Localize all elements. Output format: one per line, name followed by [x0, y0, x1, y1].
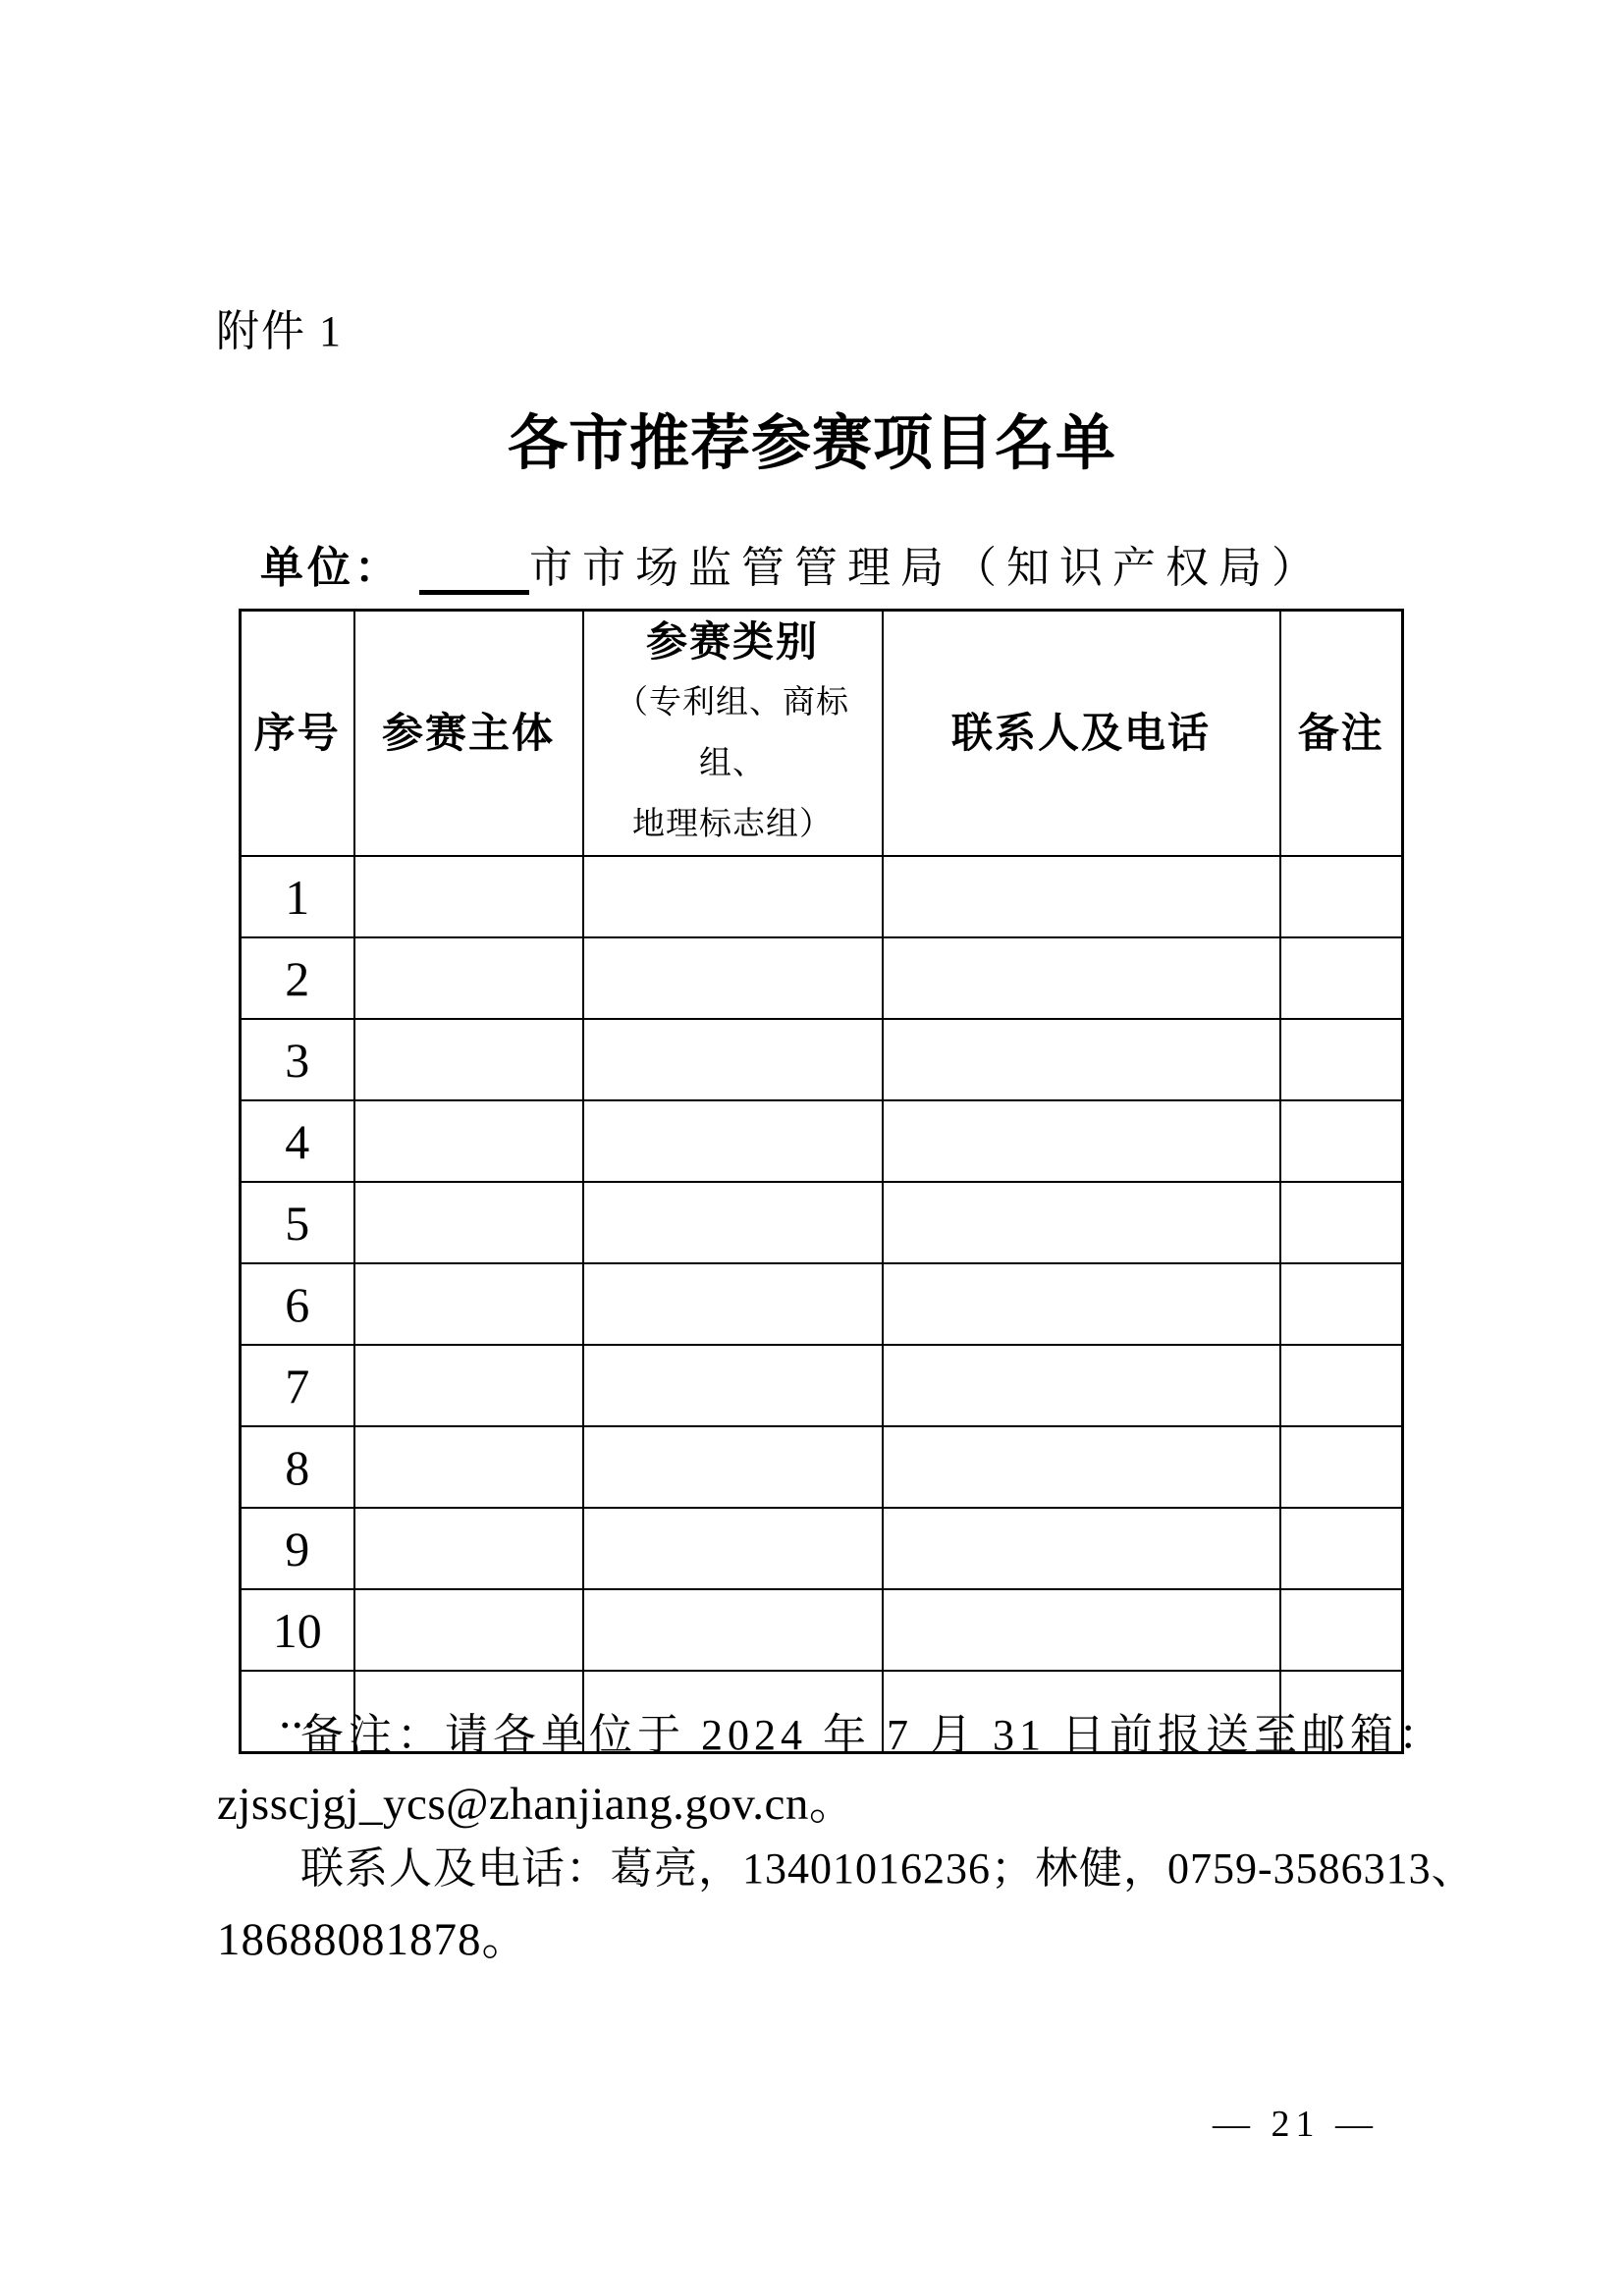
unit-value: 市市场监管管理局（知识产权局） — [529, 544, 1325, 592]
empty-cell — [354, 1345, 583, 1426]
empty-cell — [583, 856, 883, 937]
empty-cell — [583, 1426, 883, 1508]
empty-cell — [354, 856, 583, 937]
row-index: 7 — [241, 1345, 354, 1426]
unit-label: 单位： — [260, 544, 402, 592]
empty-cell — [1280, 1508, 1403, 1589]
row-index: 9 — [241, 1508, 354, 1589]
table-row — [241, 1508, 1403, 1589]
empty-cell — [354, 1100, 583, 1182]
empty-cell — [883, 937, 1280, 1019]
table-row — [241, 1019, 1403, 1100]
col-header-remark: 备注 — [1280, 611, 1403, 857]
table-header-row — [241, 611, 1403, 857]
row-index: 6 — [241, 1263, 354, 1345]
empty-cell — [883, 856, 1280, 937]
empty-cell — [1280, 937, 1403, 1019]
empty-cell — [1280, 1019, 1403, 1100]
empty-cell — [883, 1508, 1280, 1589]
row-index: 8 — [241, 1426, 354, 1508]
empty-cell — [354, 1508, 583, 1589]
col-header-contact: 联系人及电话 — [883, 611, 1280, 857]
empty-cell — [354, 937, 583, 1019]
page-number: — 21 — — [1213, 2104, 1379, 2145]
table-row — [241, 1263, 1403, 1345]
empty-cell — [1280, 1345, 1403, 1426]
row-index: 3 — [241, 1019, 354, 1100]
table-row — [241, 937, 1403, 1019]
empty-cell — [583, 1182, 883, 1263]
table-row — [241, 856, 1403, 937]
page-title: 各市推荐参赛项目名单 — [507, 411, 1116, 477]
row-index: 1 — [241, 856, 354, 937]
empty-cell — [583, 937, 883, 1019]
note-email-line: zjsscjgj_ycs@zhanjiang.gov.cn。 — [217, 1779, 856, 1830]
table-row — [241, 1426, 1403, 1508]
empty-cell — [883, 1345, 1280, 1426]
empty-cell — [1280, 1589, 1403, 1671]
empty-cell — [883, 1019, 1280, 1100]
unit-line — [260, 542, 1325, 599]
empty-cell — [1280, 1100, 1403, 1182]
row-index: 5 — [241, 1182, 354, 1263]
row-index: 4 — [241, 1100, 354, 1182]
col-header-category-sub2: 地理标志组） — [632, 807, 833, 842]
empty-cell — [883, 1182, 1280, 1263]
unit-blank-underline — [419, 546, 529, 595]
empty-cell — [583, 1263, 883, 1345]
empty-cell — [583, 1589, 883, 1671]
table-row — [241, 1345, 1403, 1426]
note-deadline-line: 备注：请各单位于 2024 年 7 月 31 日前报送至邮箱： — [300, 1711, 1446, 1759]
table-row — [241, 1100, 1403, 1182]
empty-cell — [1280, 1182, 1403, 1263]
attachment-label: 附件 1 — [216, 307, 343, 355]
table-row — [241, 1182, 1403, 1263]
empty-cell — [583, 1100, 883, 1182]
col-header-subject: 参赛主体 — [354, 611, 583, 857]
empty-cell — [583, 1508, 883, 1589]
table-row — [241, 1589, 1403, 1671]
empty-cell — [583, 1345, 883, 1426]
row-index: ... — [241, 1671, 354, 1752]
col-header-category-sub1: （专利组、商标组、 — [616, 685, 849, 781]
empty-cell — [883, 1589, 1280, 1671]
empty-cell — [883, 1263, 1280, 1345]
empty-cell — [354, 1182, 583, 1263]
empty-cell — [883, 1426, 1280, 1508]
empty-cell — [1280, 1263, 1403, 1345]
col-header-category: 参赛类别 （专利组、商标组、 地理标志组） — [583, 611, 883, 857]
note-contact-line: 联系人及电话：葛亮，13401016236；林健，0759-3586313、 — [300, 1844, 1476, 1893]
empty-cell — [583, 1019, 883, 1100]
empty-cell — [354, 1019, 583, 1100]
row-index: 10 — [241, 1589, 354, 1671]
empty-cell — [883, 1100, 1280, 1182]
empty-cell — [354, 1263, 583, 1345]
empty-cell — [1280, 856, 1403, 937]
col-header-index: 序号 — [241, 611, 354, 857]
row-index: 2 — [241, 937, 354, 1019]
empty-cell — [1280, 1426, 1403, 1508]
note-phone-line: 18688081878。 — [217, 1914, 529, 1965]
empty-cell — [354, 1589, 583, 1671]
empty-cell — [354, 1426, 583, 1508]
